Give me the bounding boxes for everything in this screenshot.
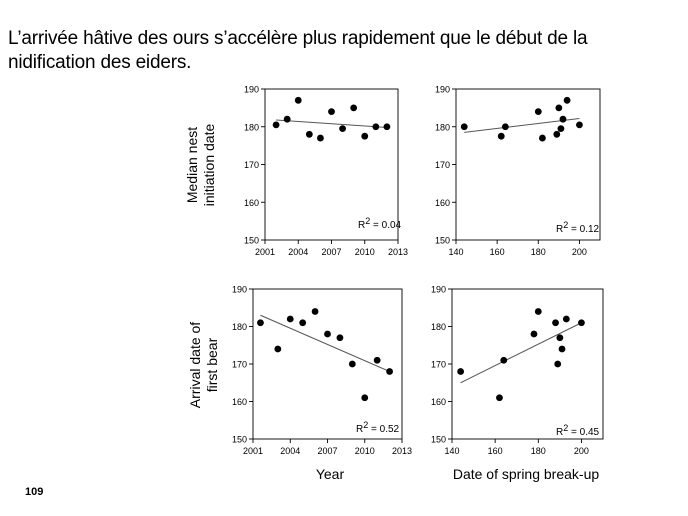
y-tick-label: 160 [430,397,446,407]
row-label-top-line-1: Median nest [184,126,200,204]
y-tick-label: 150 [430,434,446,445]
data-point [274,346,281,353]
y-tick-label: 150 [231,434,247,445]
data-point [287,316,294,323]
data-point [498,133,505,140]
x-axis-label-spring-break-up: Date of spring break-up [452,466,600,482]
scatter-panel-1 [244,85,408,258]
scatter-panel-2 [435,85,600,258]
data-point [563,316,570,323]
data-point [295,97,302,104]
y-tick-label: 170 [243,160,259,170]
data-point [349,361,356,368]
data-point [539,135,546,142]
data-point [361,133,368,140]
data-point [578,319,585,326]
data-point [312,308,319,315]
y-tick-label: 160 [243,197,259,208]
x-tick-label: 2004 [280,446,301,456]
data-point [384,123,391,130]
data-point [552,319,559,326]
r-squared-annotation: R2 = 0.04 [358,216,402,231]
scatter-panel-3 [232,285,412,457]
data-point [535,108,542,115]
data-point [554,361,561,368]
y-tick-label: 190 [243,84,259,95]
data-point [317,135,324,142]
data-point [386,368,393,375]
data-point [553,131,560,138]
y-tick-label: 170 [434,160,450,170]
trend-line [260,315,389,371]
x-tick-label: 2001 [254,247,276,257]
x-tick-label: 200 [573,446,589,456]
x-tick-label: 2013 [391,446,413,456]
y-tick-label: 160 [434,197,450,208]
data-point [350,104,357,111]
r-squared-annotation: R2 = 0.52 [356,420,400,435]
scatter-panel-4 [431,285,603,457]
y-tick-label: 150 [434,235,450,246]
plot-frame [456,89,600,240]
y-tick-label: 180 [243,122,259,133]
y-tick-label: 190 [434,84,450,95]
data-point [339,125,346,132]
trend-line [276,120,387,128]
data-point [306,131,313,138]
data-point [496,394,503,401]
y-tick-label: 180 [434,122,450,133]
slide-title: L’arrivée hâtive des ours s’accélère plus rapidement que le début de la nidification des eiders. [8,28,588,73]
data-point [531,331,538,338]
y-tick-label: 180 [231,322,247,332]
y-tick-label: 150 [243,235,259,246]
x-axis-label-year: Year [315,466,345,482]
data-point [461,123,468,130]
data-point [273,121,280,128]
plot-frame [253,289,402,439]
data-point [576,121,583,128]
page-number: 109 [25,486,44,498]
x-tick-label: 2001 [242,446,264,456]
data-point [372,123,379,130]
data-point [457,368,464,375]
plot-frame [452,289,603,439]
data-point [502,123,509,130]
x-tick-label: 2004 [288,247,309,257]
data-point [299,319,306,326]
row-label-bottom-line-1: Arrival date of [187,321,203,409]
x-tick-label: 2007 [321,247,342,257]
r-squared-annotation: R2 = 0.12 [556,220,600,235]
data-point [257,319,264,326]
x-tick-label: 160 [489,247,505,257]
data-point [374,357,381,364]
data-point [337,334,344,341]
x-tick-label: 140 [448,247,464,257]
x-tick-label: 180 [530,446,546,456]
row-label-top-line-2: initiation date [201,123,217,207]
x-tick-label: 180 [530,247,546,257]
row-label-bottom-line-2: first bear [204,337,220,393]
x-tick-label: 140 [444,446,460,456]
y-tick-label: 180 [430,322,446,332]
data-point [556,334,563,341]
r-squared-annotation: R2 = 0.45 [556,423,600,438]
data-point [361,394,368,401]
y-tick-label: 190 [430,284,446,295]
data-point [558,125,565,132]
data-point [324,331,331,338]
data-point [500,357,507,364]
x-tick-label: 2007 [317,446,338,456]
data-point [284,116,291,123]
data-point [560,116,567,123]
y-tick-label: 160 [231,397,247,407]
data-point [559,346,566,353]
y-tick-label: 190 [231,284,247,295]
x-tick-label: 200 [571,247,587,257]
trend-line [461,323,582,383]
x-tick-label: 2013 [387,247,409,257]
x-tick-label: 2010 [354,446,375,456]
y-tick-label: 170 [231,359,247,370]
y-tick-label: 170 [430,359,446,370]
data-point [535,308,542,315]
data-point [328,108,335,115]
x-tick-label: 160 [487,446,503,456]
data-point [555,104,562,111]
x-tick-label: 2010 [354,247,375,257]
data-point [564,97,571,104]
